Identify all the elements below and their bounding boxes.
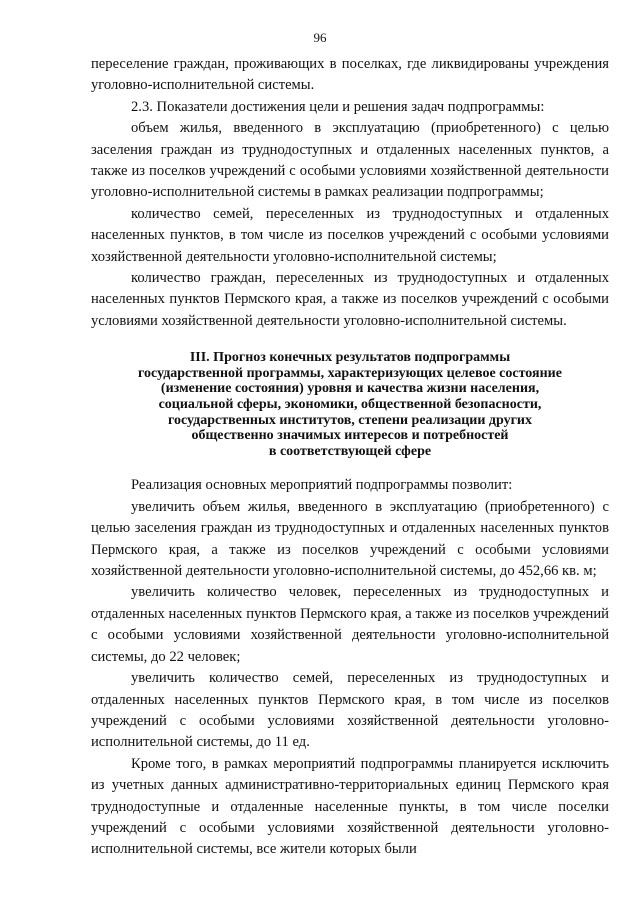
heading-line: в соответствующей сфере	[268, 443, 432, 459]
paragraph: объем жилья, введенного в эксплуатацию (приобретенного) с целью заселения граждан из труднодоступных и отдаленных населенных пунктов, а также из поселков учреждений с особыми условиями хозяйственной деятельности уголовно-исполнительной системы в рамках реализации подпрограммы;	[91, 120, 609, 201]
heading-line: III. Прогноз конечных результатов подпрограммы	[189, 350, 511, 366]
heading-line: государственных институтов, степени реализации других	[167, 412, 533, 428]
paragraph: 2.3. Показатели достижения цели и решения задач подпрограммы:	[131, 98, 545, 115]
paragraph: Кроме того, в рамках мероприятий подпрограммы планируется исключить из учетных данных административно-территориальных единиц Пермского края труднодоступные и отдаленные населенные пункты, в том числе поселки учреждений с особыми условиями хозяйственной деятельности уголовно-исполнительной системы, все жители которых были	[91, 755, 609, 858]
paragraph: количество семей, переселенных из труднодоступных и отдаленных населенных пунктов, в том числе из поселков учреждений с особыми условиями хозяйственной деятельности уголовно-исполнительной системы;	[91, 205, 609, 265]
paragraph: увеличить количество семей, переселенных из труднодоступных и отдаленных населенных пунктов Пермского края, в том числе из поселков учреждений с особыми условиями хозяйственной деятельности уголовно-исполнительной системы, до 11 ед.	[91, 670, 609, 751]
page-number: 96	[313, 30, 327, 45]
paragraph: количество граждан, переселенных из труднодоступных и отдаленных населенных пунктов Пермского края, а также из поселков учреждений с особыми условиями хозяйственной деятельности уголовно-исполнительной системы.	[91, 270, 609, 329]
paragraph: переселение граждан, проживающих в поселках, где ликвидированы учреждения уголовно-исполнительной системы.	[91, 56, 609, 94]
paragraph: увеличить количество человек, переселенных из труднодоступных и отдаленных населенных пунктов Пермского края, а также из поселков учреждений с особыми условиями хозяйственной деятельности уголовно-исполнительной системы, до 22 человек;	[91, 584, 609, 665]
heading-line: общественно значимых интересов и потребностей	[191, 428, 509, 444]
section-heading	[91, 350, 609, 459]
heading-line: (изменение состояния) уровня и качества жизни населения,	[160, 381, 540, 397]
heading-line: государственной программы, характеризующих целевое состояние	[138, 365, 562, 381]
paragraph: увеличить объем жилья, введенного в эксплуатацию (приобретенного) с целью заселения граждан из труднодоступных и отдаленных населенных пунктов Пермского края, а также из поселков учреждений с особыми условиями хозяйственной деятельности уголовно-исполнительной системы, до 452,66 кв. м;	[91, 498, 609, 580]
heading-line: социальной сферы, экономики, общественной безопасности,	[158, 397, 542, 413]
document-body	[91, 54, 609, 861]
paragraph: Реализация основных мероприятий подпрограммы позволит:	[131, 477, 513, 494]
